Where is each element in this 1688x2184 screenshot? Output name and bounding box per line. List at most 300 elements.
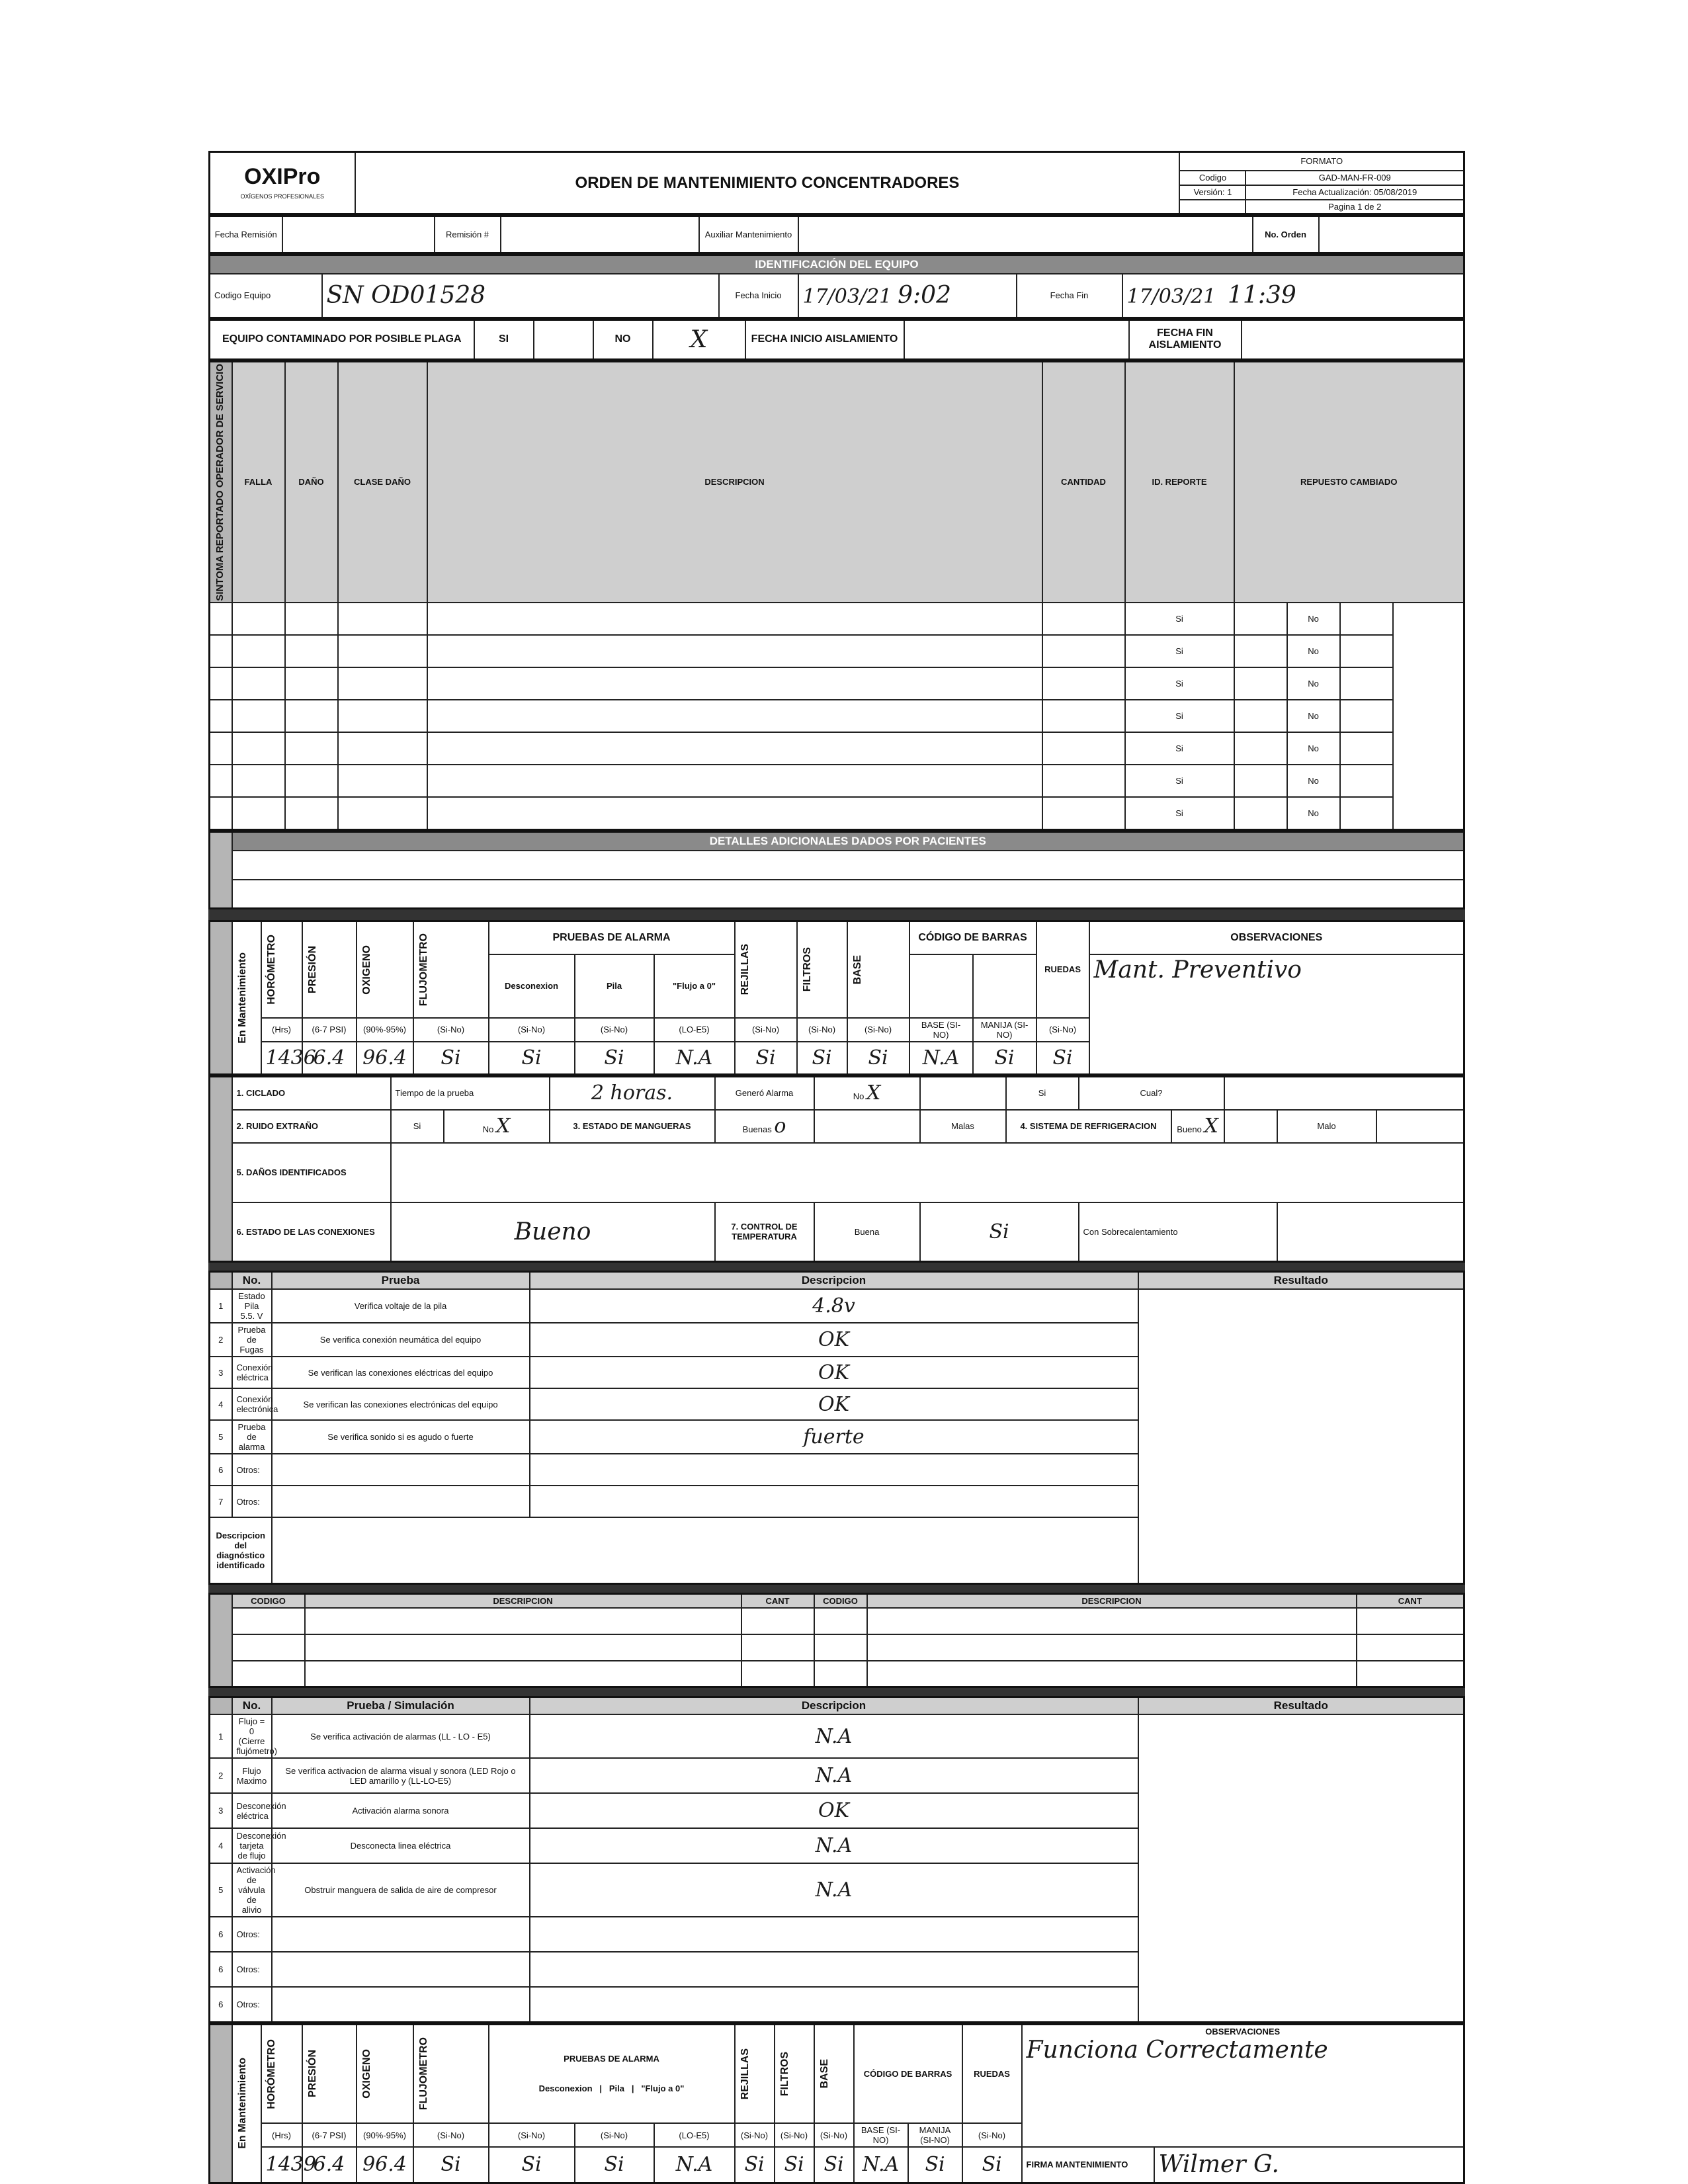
mantenimiento-table-2 xyxy=(208,2023,1465,2184)
unit-filtros: (Si-No) xyxy=(797,1018,847,1042)
fecha-fin-time: 11:39 xyxy=(1228,282,1296,310)
col-descripcion: DESCRIPCION xyxy=(427,361,1042,603)
fecha-fin-field[interactable] xyxy=(1122,274,1464,317)
falla-row xyxy=(210,700,1464,732)
rejillas-value-2[interactable]: Si xyxy=(735,2147,775,2183)
contaminado-si-box[interactable] xyxy=(534,319,593,359)
sim-col-prueba: Prueba / Simulación xyxy=(272,1697,530,1715)
repuesto-si-label: Si xyxy=(1125,797,1234,829)
unit-rejillas: (Si-No) xyxy=(735,1018,797,1042)
base-value[interactable]: Si xyxy=(847,1042,909,1075)
oxigeno-header: OXIGENO xyxy=(357,921,413,1018)
test-result[interactable]: N.A xyxy=(530,1758,1138,1793)
falla-cell[interactable] xyxy=(427,732,1042,765)
test-result[interactable] xyxy=(530,1917,1138,1952)
flujo0-value-2[interactable]: N.A xyxy=(654,2147,735,2183)
repuesto-no-label: No xyxy=(1287,603,1340,635)
repuesto-no-box[interactable] xyxy=(1340,603,1393,635)
falla-cell[interactable] xyxy=(285,797,338,829)
col-descripcion: Descripcion xyxy=(530,1272,1138,1290)
falla-cell[interactable] xyxy=(427,635,1042,667)
firma-label: FIRMA MANTENIMIENTO xyxy=(1022,2147,1154,2183)
repuestos-table xyxy=(208,1593,1465,1689)
falla-cell[interactable] xyxy=(232,700,285,732)
sim-col-descripcion: Descripcion xyxy=(530,1697,1138,1715)
repuesto-no-box[interactable] xyxy=(1340,635,1393,667)
temperatura-buena-value[interactable]: Si xyxy=(920,1202,1079,1262)
contaminado-no-box[interactable]: X xyxy=(653,319,745,359)
falla-cell[interactable] xyxy=(285,700,338,732)
test-row xyxy=(210,1420,1464,1454)
falla-cell[interactable] xyxy=(427,667,1042,700)
test-result[interactable] xyxy=(530,1454,1138,1486)
test-description xyxy=(272,1454,530,1486)
fallas-side-label xyxy=(210,361,232,603)
test-result[interactable]: fuerte xyxy=(530,1420,1138,1454)
falla-cell[interactable] xyxy=(232,603,285,635)
ruedas-header-2: RUEDAS xyxy=(962,2024,1022,2123)
fecha-fin-label: Fecha Fin xyxy=(1017,274,1122,317)
unit-hrs: (Hrs) xyxy=(261,1018,302,1042)
test-row xyxy=(210,1714,1464,1758)
codigo-equipo-label: Codigo Equipo xyxy=(210,274,322,317)
repuesto-no-label: No xyxy=(1287,700,1340,732)
falla-cell[interactable] xyxy=(338,635,427,667)
danos-label: 5. DAÑOS IDENTIFICADOS xyxy=(232,1143,391,1202)
repuesto-no-box[interactable] xyxy=(1340,732,1393,765)
test-name: Conexión electrónica xyxy=(232,1388,272,1420)
codigo-label: Codigo xyxy=(1179,171,1245,185)
version: Versión: 1 xyxy=(1179,185,1245,200)
pila-header: Pila xyxy=(575,954,654,1018)
repuesto-si-box[interactable] xyxy=(1234,635,1287,667)
en-mantenimiento-label: En Mantenimiento xyxy=(232,921,261,1075)
horometro-value[interactable]: 1436 xyxy=(261,1042,302,1075)
pruebas-alarma-header-2: PRUEBAS DE ALARMA Desconexion | Pila | "Flujo a 0" xyxy=(489,2024,735,2123)
orden-field[interactable] xyxy=(1319,216,1464,253)
falla-row xyxy=(210,765,1464,797)
pruebas-table-1 xyxy=(208,1271,1465,1585)
test-row xyxy=(210,1793,1464,1828)
test-number: 6 xyxy=(210,1454,232,1486)
unit-cb-base-2: BASE (SI-NO) xyxy=(854,2123,908,2147)
filtros-value[interactable]: Si xyxy=(797,1042,847,1075)
auxiliar-label: Auxiliar Mantenimiento xyxy=(699,216,798,253)
desconexion-value-2[interactable]: Si xyxy=(489,2147,575,2183)
contaminado-row xyxy=(208,319,1465,360)
presion-value[interactable]: 6.4 xyxy=(302,1042,357,1075)
rejillas-value[interactable]: Si xyxy=(735,1042,797,1075)
falla-cell[interactable] xyxy=(210,667,232,700)
repuesto-si-label: Si xyxy=(1125,765,1234,797)
unit-flujo0: (LO-E5) xyxy=(654,1018,735,1042)
test-description xyxy=(272,1987,530,2022)
fecha-inicio-label: Fecha Inicio xyxy=(719,274,798,317)
test-name: Activación de válvula de alivio xyxy=(232,1863,272,1917)
test-row xyxy=(210,1388,1464,1420)
test-result[interactable]: OK xyxy=(530,1323,1138,1357)
contaminado-no-label: NO xyxy=(593,319,653,359)
repuesto-no-box[interactable] xyxy=(1340,667,1393,700)
flujo0-header: "Flujo a 0" xyxy=(654,954,735,1018)
falla-cell[interactable] xyxy=(210,765,232,797)
ruedas-value[interactable]: Si xyxy=(1036,1042,1089,1075)
refrig-bueno-box[interactable]: Bueno X xyxy=(1171,1110,1224,1143)
repuesto-si-label: Si xyxy=(1125,732,1234,765)
test-row xyxy=(210,1323,1464,1357)
test-number: 2 xyxy=(210,1323,232,1357)
sobrecalentamiento-field[interactable] xyxy=(1277,1202,1464,1262)
desconexion-value[interactable]: Si xyxy=(489,1042,575,1075)
diagnostico-field[interactable] xyxy=(272,1517,1138,1583)
falla-cell[interactable] xyxy=(427,797,1042,829)
fallas-side-text: SINTOMA REPORTADO OPERADOR DE SERVICIO xyxy=(214,363,226,601)
test-row xyxy=(210,1917,1464,1952)
falla-cell[interactable] xyxy=(1042,765,1125,797)
fecha-inicio-field[interactable] xyxy=(798,274,1017,317)
repuesto-si-label: Si xyxy=(1125,700,1234,732)
falla-cell[interactable] xyxy=(232,635,285,667)
test-description: Desconecta linea eléctrica xyxy=(272,1828,530,1863)
test-name: Otros: xyxy=(232,1917,272,1952)
test-name: Otros: xyxy=(232,1454,272,1486)
fecha-remision-label: Fecha Remisión xyxy=(210,216,282,253)
danos-field[interactable] xyxy=(391,1143,1464,1202)
test-number: 5 xyxy=(210,1420,232,1454)
logo-tagline: OXÍGENOS PROFESIONALES xyxy=(240,193,325,200)
pila-value-2[interactable]: Si xyxy=(575,2147,654,2183)
falla-cell[interactable] xyxy=(1042,700,1125,732)
fecha-remision-field[interactable] xyxy=(282,216,435,253)
maintenance-order-form xyxy=(208,151,1465,2179)
unit-psi: (6-7 PSI) xyxy=(302,1018,357,1042)
falla-cell[interactable] xyxy=(210,797,232,829)
test-row xyxy=(210,1863,1464,1917)
falla-cell[interactable] xyxy=(427,765,1042,797)
presion-header-2: PRESIÓN xyxy=(306,2050,318,2098)
unit-oxigeno: (90%-95%) xyxy=(357,1018,413,1042)
genero-si-label: Si xyxy=(1006,1077,1079,1110)
test-result[interactable] xyxy=(530,1486,1138,1517)
test-name: Conexión eléctrica xyxy=(232,1357,272,1388)
test-number: 6 xyxy=(210,1952,232,1987)
tiempo-prueba-value[interactable]: 2 horas. xyxy=(550,1077,715,1110)
unit-hrs-2: (Hrs) xyxy=(261,2123,302,2147)
col-dano: DAÑO xyxy=(285,361,338,603)
filtros-header-2: FILTROS xyxy=(779,2051,790,2097)
repuestos-col-descripcion: DESCRIPCION xyxy=(305,1593,741,1608)
oxigeno-value-2[interactable]: 96.4 xyxy=(357,2147,413,2183)
repuesto-si-box[interactable] xyxy=(1234,700,1287,732)
test-result[interactable]: N.A xyxy=(530,1863,1138,1917)
test-description: Se verifican las conexiones electrónicas del equipo xyxy=(272,1388,530,1420)
pruebas-table-2 xyxy=(208,1696,1465,2023)
unit-fil-2: (Si-No) xyxy=(775,2123,814,2147)
cb-base-value-2[interactable]: N.A xyxy=(854,2147,908,2183)
repuesto-si-box[interactable] xyxy=(1234,603,1287,635)
flujo0-value[interactable]: N.A xyxy=(654,1042,735,1075)
observaciones-cell-2[interactable] xyxy=(1022,2024,1464,2147)
mantenimiento-table-1 xyxy=(208,920,1465,1075)
unit-base-2: (Si-No) xyxy=(814,2123,854,2147)
test-name: Prueba de Fugas xyxy=(232,1323,272,1357)
conexiones-value[interactable]: Bueno xyxy=(391,1202,715,1262)
repuesto-si-box[interactable] xyxy=(1234,765,1287,797)
test-row xyxy=(210,1758,1464,1793)
cual-label: Cual? xyxy=(1079,1077,1224,1110)
col-clase-dano: CLASE DAÑO xyxy=(338,361,427,603)
repuesto-no-label: No xyxy=(1287,732,1340,765)
unit-base: (Si-No) xyxy=(847,1018,909,1042)
section-divider xyxy=(208,909,1465,920)
test-row xyxy=(210,1357,1464,1388)
falla-cell[interactable] xyxy=(338,765,427,797)
test-number: 7 xyxy=(210,1486,232,1517)
remision-row xyxy=(208,215,1465,254)
test-name: Estado Pila 5.5. V xyxy=(232,1289,272,1323)
unit-flujo0-2: (LO-E5) xyxy=(654,2123,735,2147)
falla-cell[interactable] xyxy=(1042,667,1125,700)
fecha-inicio-aislamiento-field[interactable] xyxy=(904,319,1129,359)
falla-row xyxy=(210,635,1464,667)
formato-label: FORMATO xyxy=(1179,152,1464,171)
fecha-inicio-aislamiento-label: FECHA INICIO AISLAMIENTO xyxy=(745,319,904,359)
col-repuesto: REPUESTO CAMBIADO xyxy=(1234,361,1464,603)
repuesto-si-box[interactable] xyxy=(1234,732,1287,765)
horometro-header-2: HORÓMETRO xyxy=(265,2038,277,2109)
test-number: 1 xyxy=(210,1714,232,1758)
firma-mantenimiento[interactable]: Wilmer G. xyxy=(1154,2147,1464,2183)
presion-value-2[interactable]: 6.4 xyxy=(302,2147,357,2183)
genero-no-box[interactable]: No X xyxy=(814,1077,920,1110)
repuestos-col-cant-2: CANT xyxy=(1357,1593,1464,1608)
test-number: 3 xyxy=(210,1357,232,1388)
test-number: 2 xyxy=(210,1758,232,1793)
repuesto-si-box[interactable] xyxy=(1234,667,1287,700)
falla-cell[interactable] xyxy=(285,765,338,797)
fecha-actualizacion: Fecha Actualización: 05/08/2019 xyxy=(1245,185,1464,200)
unit-rej-2: (Si-No) xyxy=(735,2123,775,2147)
base-value-2[interactable]: Si xyxy=(814,2147,854,2183)
test-name: Otros: xyxy=(232,1952,272,1987)
test-number: 3 xyxy=(210,1793,232,1828)
oxigeno-value[interactable]: 96.4 xyxy=(357,1042,413,1075)
desconexion-header: Desconexion xyxy=(489,954,575,1018)
test-row xyxy=(210,1952,1464,1987)
test-description: Se verifican las conexiones eléctricas del equipo xyxy=(272,1357,530,1388)
unit-cb-base: BASE (SI-NO) xyxy=(909,1018,973,1042)
unit-psi-2: (6-7 PSI) xyxy=(302,2123,357,2147)
repuesto-no-label: No xyxy=(1287,797,1340,829)
test-row xyxy=(210,1828,1464,1863)
test-row xyxy=(210,1454,1464,1486)
falla-cell[interactable] xyxy=(338,603,427,635)
falla-cell[interactable] xyxy=(285,667,338,700)
falla-cell[interactable] xyxy=(232,667,285,700)
ciclado-label: 1. CICLADO xyxy=(232,1077,391,1110)
logo-text: OXIPro xyxy=(244,164,321,189)
temperatura-buena-label: Buena xyxy=(814,1202,920,1262)
repuestos-col-codigo-2: CODIGO xyxy=(814,1593,867,1608)
falla-cell[interactable] xyxy=(1042,797,1125,829)
mangueras-label: 3. ESTADO DE MANGUERAS xyxy=(550,1110,715,1143)
fecha-fin-aislamiento-field[interactable] xyxy=(1242,319,1464,359)
falla-cell[interactable] xyxy=(338,667,427,700)
falla-cell[interactable] xyxy=(338,700,427,732)
falla-cell[interactable] xyxy=(210,700,232,732)
observaciones-header: OBSERVACIONES xyxy=(1089,921,1464,954)
falla-cell[interactable] xyxy=(338,732,427,765)
test-result[interactable]: N.A xyxy=(530,1828,1138,1863)
test-result[interactable] xyxy=(530,1952,1138,1987)
base-header: BASE xyxy=(847,921,909,1018)
unit-pila-2: (Si-No) xyxy=(575,2123,654,2147)
detalles-line-2[interactable] xyxy=(232,880,1464,909)
test-name: Desconexión eléctrica xyxy=(232,1793,272,1828)
test-result[interactable]: OK xyxy=(530,1357,1138,1388)
fecha-fin-aislamiento-label: FECHA FIN AISLAMIENTO xyxy=(1129,319,1242,359)
flujometro-value[interactable]: Si xyxy=(413,1042,489,1075)
repuesto-no-box[interactable] xyxy=(1340,797,1393,829)
fecha-fin-date: 17/03/21 xyxy=(1126,285,1216,309)
test-name: Otros: xyxy=(232,1486,272,1517)
detalles-table xyxy=(208,831,1465,910)
flujometro-value-2[interactable]: Si xyxy=(413,2147,489,2183)
repuesto-no-label: No xyxy=(1287,635,1340,667)
mangueras-buenas-box[interactable]: Buenas o xyxy=(715,1110,814,1143)
contaminado-si-label: SI xyxy=(474,319,534,359)
auxiliar-field[interactable] xyxy=(798,216,1253,253)
logo xyxy=(210,152,355,214)
falla-cell[interactable] xyxy=(1042,732,1125,765)
test-description: Se verifica activacion de alarma visual y sonora (LED Rojo o LED amarillo y (LL-LO-E5) xyxy=(272,1758,530,1793)
repuesto-no-box[interactable] xyxy=(1340,765,1393,797)
section-divider xyxy=(208,1263,1465,1271)
unit-ruedas: (Si-No) xyxy=(1036,1018,1089,1042)
falla-cell[interactable] xyxy=(338,797,427,829)
unit-flu-2: (Si-No) xyxy=(413,2123,489,2147)
pagina: Pagina 1 de 2 xyxy=(1245,200,1464,214)
fecha-inicio-date: 17/03/21 xyxy=(802,285,892,309)
filtros-value-2[interactable]: Si xyxy=(775,2147,814,2183)
falla-row xyxy=(210,667,1464,700)
observaciones-value-2: Funciona Correctamente xyxy=(1026,2036,1328,2064)
falla-cell[interactable] xyxy=(1042,635,1125,667)
test-result[interactable]: 4.8v xyxy=(530,1289,1138,1323)
falla-cell[interactable] xyxy=(427,700,1042,732)
test-number: 1 xyxy=(210,1289,232,1323)
section-divider xyxy=(208,1688,1465,1696)
falla-cell[interactable] xyxy=(285,635,338,667)
fallas-table xyxy=(208,360,1465,831)
repuesto-si-label: Si xyxy=(1125,667,1234,700)
detalles-line-1[interactable] xyxy=(232,851,1464,880)
remision-label: Remisión # xyxy=(435,216,501,253)
sim-col-no: No. xyxy=(232,1697,272,1715)
falla-cell[interactable] xyxy=(210,603,232,635)
remision-field[interactable] xyxy=(501,216,699,253)
test-row xyxy=(210,1987,1464,2022)
test-row xyxy=(210,1486,1464,1517)
cb-manija-value[interactable]: Si xyxy=(973,1042,1036,1075)
codigo-equipo-value[interactable]: SN OD01528 xyxy=(322,274,719,317)
falla-cell[interactable] xyxy=(232,732,285,765)
repuesto-si-box[interactable] xyxy=(1234,797,1287,829)
falla-cell[interactable] xyxy=(210,732,232,765)
temperatura-label: 7. CONTROL DE TEMPERATURA xyxy=(715,1202,814,1262)
base-header-2: BASE xyxy=(818,2059,830,2089)
detalles-band: DETALLES ADICIONALES DADOS POR PACIENTES xyxy=(232,831,1464,851)
test-description: Se verifica activación de alarmas (LL - LO - E5) xyxy=(272,1714,530,1758)
section-divider xyxy=(208,1585,1465,1593)
ruedas-value-2[interactable]: Si xyxy=(962,2147,1022,2183)
refrigeracion-label: 4. SISTEMA DE REFRIGERACION xyxy=(1006,1110,1171,1143)
refrig-malo-label: Malo xyxy=(1277,1110,1376,1143)
ruedas-header: RUEDAS xyxy=(1036,921,1089,1018)
test-result[interactable]: OK xyxy=(530,1388,1138,1420)
unit-pila: (Si-No) xyxy=(575,1018,654,1042)
conexiones-label: 6. ESTADO DE LAS CONEXIONES xyxy=(232,1202,391,1262)
unit-des-2: (Si-No) xyxy=(489,2123,575,2147)
mangueras-malas-label: Malas xyxy=(920,1110,1006,1143)
fecha-inicio-time: 9:02 xyxy=(898,282,951,310)
diagnostico-label: Descripcion del diagnóstico identificado xyxy=(210,1517,272,1583)
falla-row xyxy=(210,732,1464,765)
cual-field[interactable] xyxy=(1224,1077,1464,1110)
falla-cell[interactable] xyxy=(427,603,1042,635)
test-number: 4 xyxy=(210,1388,232,1420)
falla-cell[interactable] xyxy=(1042,603,1125,635)
observaciones-value-1[interactable]: Mant. Preventivo xyxy=(1089,954,1464,1075)
test-number: 6 xyxy=(210,1917,232,1952)
unit-cb-manija: MANIJA (SI-NO) xyxy=(973,1018,1036,1042)
test-result[interactable] xyxy=(530,1987,1138,2022)
falla-cell[interactable] xyxy=(232,797,285,829)
test-result[interactable]: N.A xyxy=(530,1714,1138,1758)
test-description: Se verifica sonido si es agudo o fuerte xyxy=(272,1420,530,1454)
falla-cell[interactable] xyxy=(232,765,285,797)
falla-cell[interactable] xyxy=(285,732,338,765)
pruebas-alarma-header: PRUEBAS DE ALARMA xyxy=(489,921,735,954)
unit-desconexion: (Si-No) xyxy=(489,1018,575,1042)
falla-cell[interactable] xyxy=(285,603,338,635)
identificacion-band: IDENTIFICACIÓN DEL EQUIPO xyxy=(210,255,1464,274)
oxigeno-header-2: OXIGENO xyxy=(360,2049,372,2099)
identificacion-section xyxy=(208,254,1465,319)
test-description xyxy=(272,1486,530,1517)
horometro-value-2[interactable]: 1439 xyxy=(261,2147,302,2183)
test-description: Activación alarma sonora xyxy=(272,1793,530,1828)
falla-cell[interactable] xyxy=(210,635,232,667)
repuesto-no-label: No xyxy=(1287,765,1340,797)
page-title: ORDEN DE MANTENIMIENTO CONCENTRADORES xyxy=(355,152,1180,214)
test-description: Obstruir manguera de salida de aire de compresor xyxy=(272,1863,530,1917)
test-description xyxy=(272,1917,530,1952)
test-number: 5 xyxy=(210,1863,232,1917)
col-id-reporte: ID. REPORTE xyxy=(1125,361,1234,603)
cb-base-value[interactable]: N.A xyxy=(909,1042,973,1075)
presion-header: PRESIÓN xyxy=(302,921,357,1018)
repuestos-col-cant: CANT xyxy=(741,1593,814,1608)
ruido-no-box[interactable]: No X xyxy=(444,1110,550,1143)
cb-manija-value-2[interactable]: Si xyxy=(908,2147,962,2183)
flujometro-header-2: FLUJOMETRO xyxy=(417,2037,429,2111)
repuesto-no-box[interactable] xyxy=(1340,700,1393,732)
test-name: Otros: xyxy=(232,1987,272,2022)
pila-value[interactable]: Si xyxy=(575,1042,654,1075)
test-name: Prueba de alarma xyxy=(232,1420,272,1454)
test-result[interactable]: OK xyxy=(530,1793,1138,1828)
